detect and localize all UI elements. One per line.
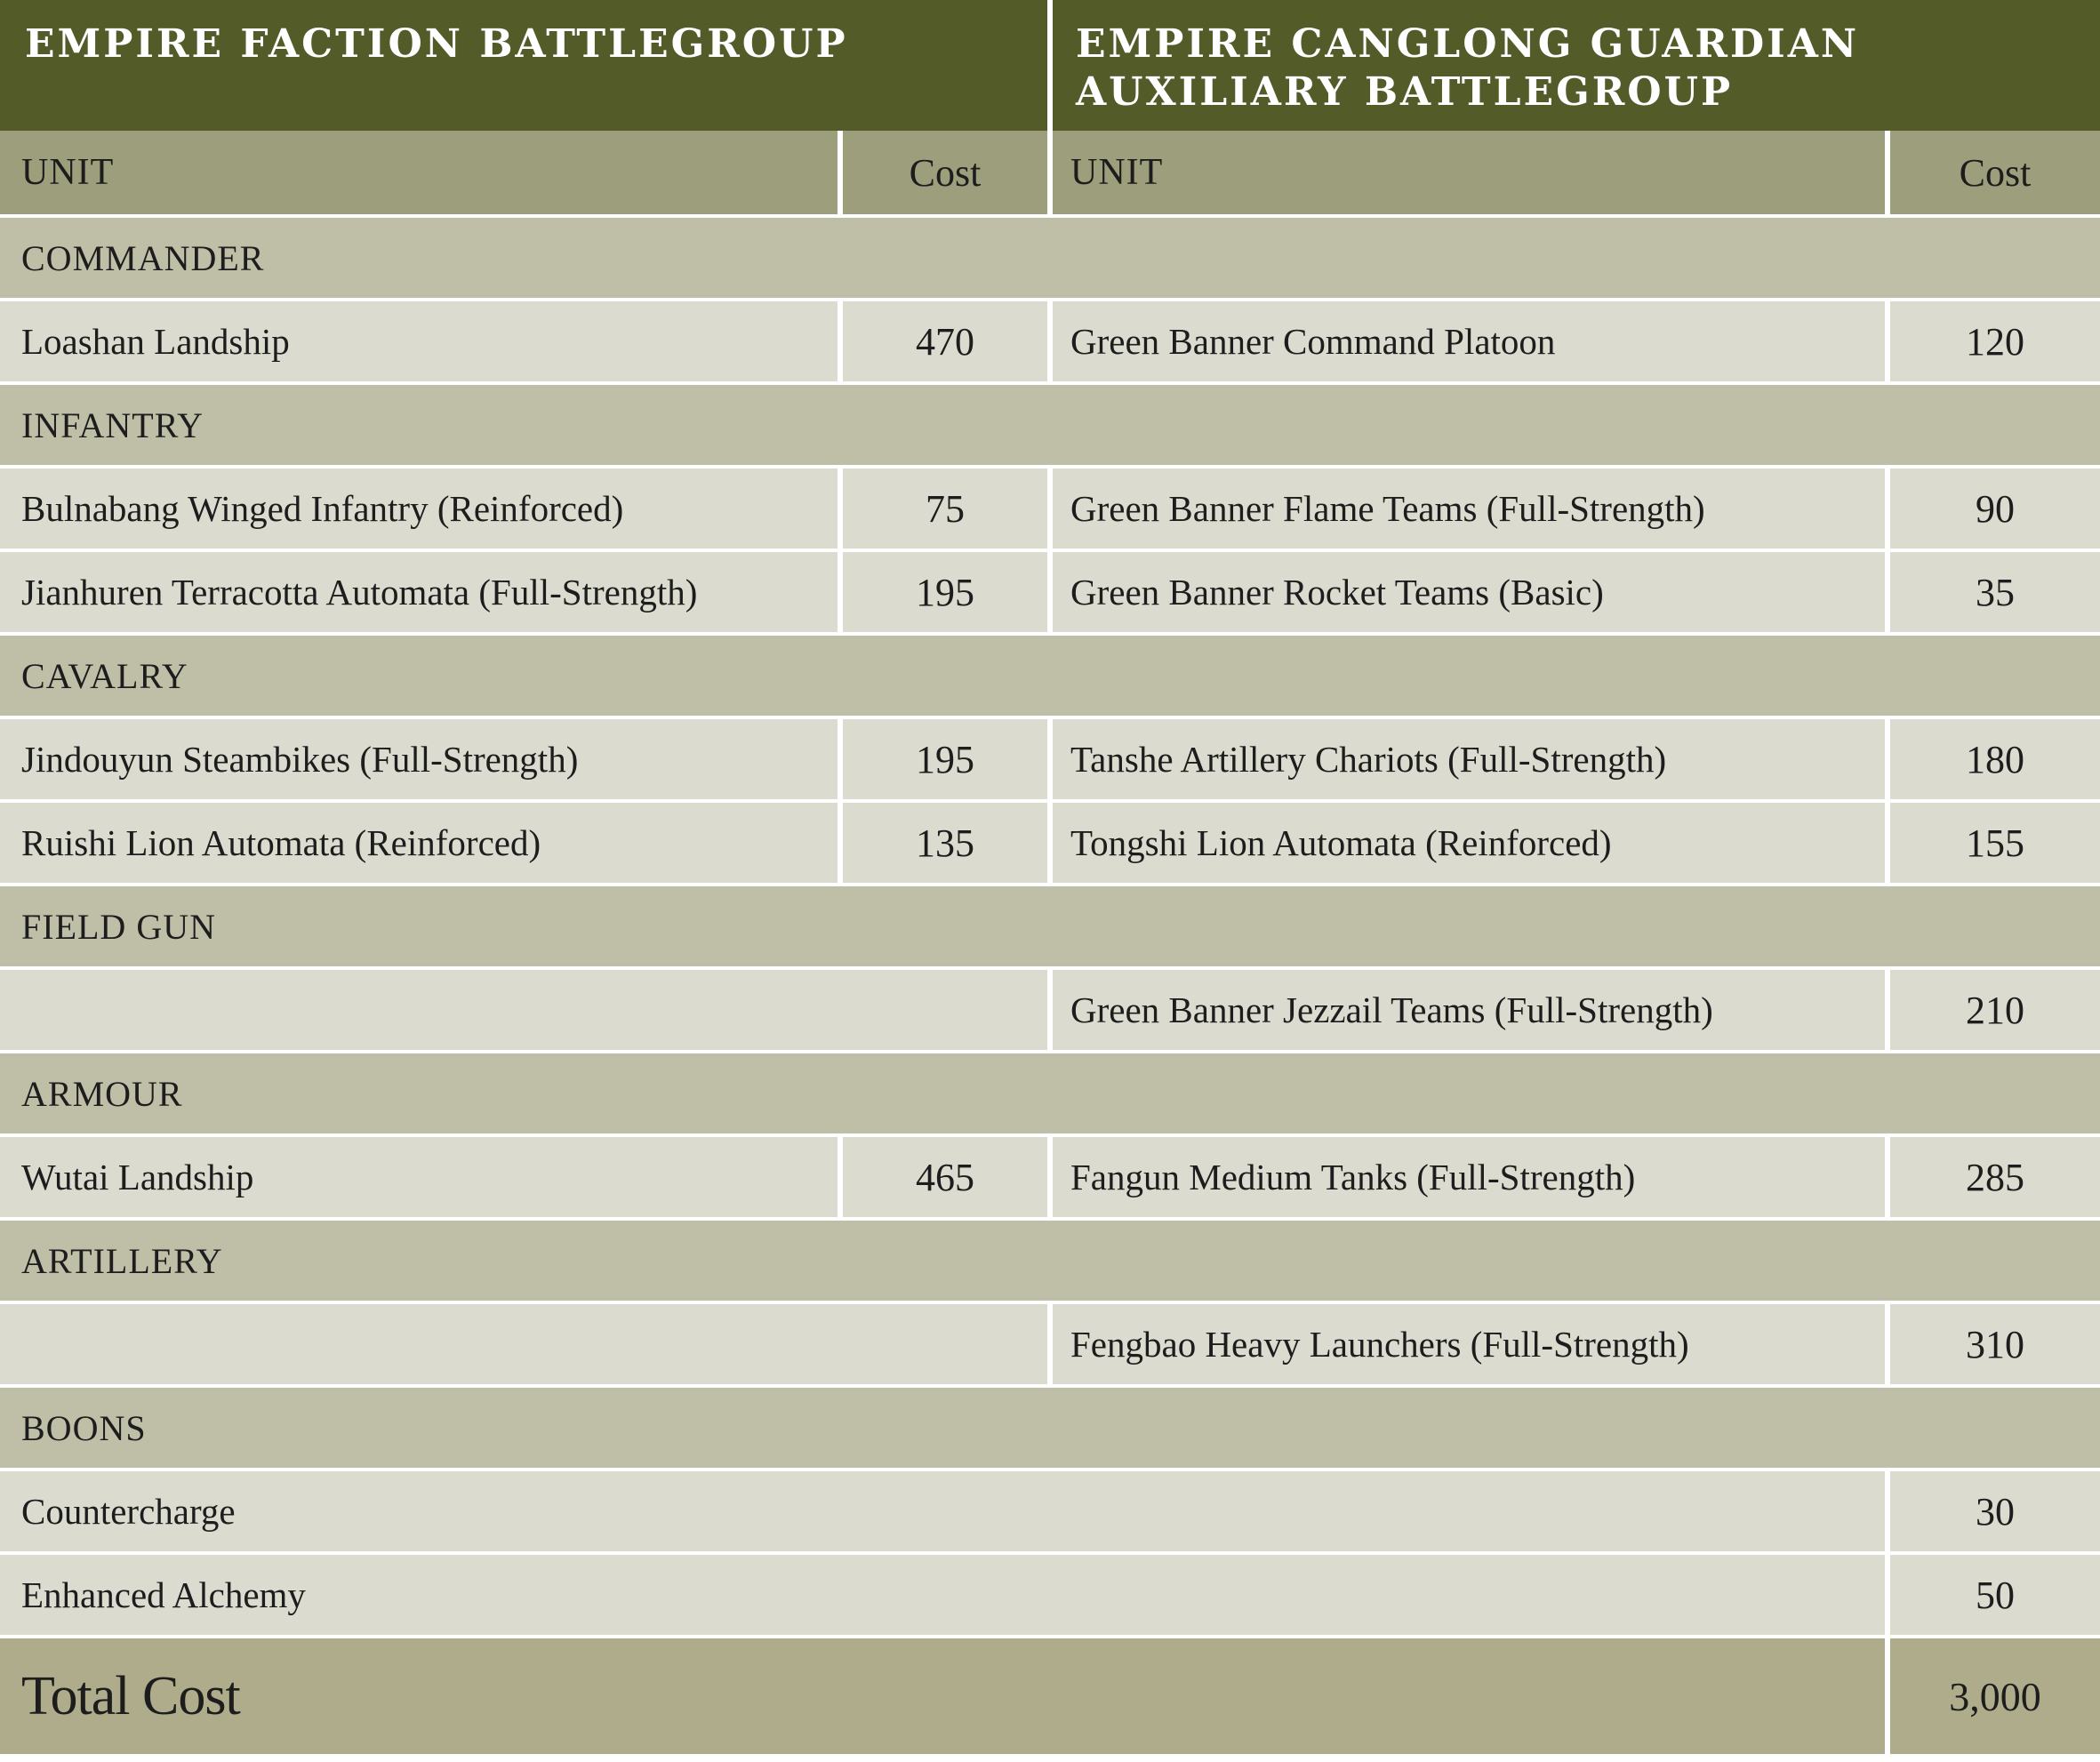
left-unit-column-header: UNIT (0, 131, 838, 214)
right-unit-name: Green Banner Command Platoon (1047, 301, 1885, 381)
right-battlegroup-title: EMPIRE CANGLONG GUARDIAN AUXILIARY BATTLEGROUP (1053, 0, 2100, 131)
right-unit-column-header: UNIT (1047, 131, 1885, 214)
category-label: BOONS (0, 1388, 2100, 1468)
table-body (0, 214, 2100, 1754)
boon-cost: 50 (1885, 1555, 2100, 1635)
boon-name: Countercharge (0, 1471, 1885, 1551)
category-row (0, 381, 2100, 465)
category-row (0, 1384, 2100, 1468)
left-unit-name: Wutai Landship (0, 1137, 838, 1217)
category-label: FIELD GUN (0, 886, 2100, 966)
left-cost-column-header: Cost (838, 131, 1047, 214)
boon-cost: 30 (1885, 1471, 2100, 1551)
table-row (0, 1301, 2100, 1384)
category-row (0, 214, 2100, 298)
right-unit-name: Tongshi Lion Automata (Reinforced) (1047, 803, 1885, 883)
table-row (0, 716, 2100, 799)
table-row (0, 799, 2100, 883)
total-row (0, 1635, 2100, 1754)
right-unit-name: Green Banner Jezzail Teams (Full-Strength) (1047, 970, 1885, 1050)
left-unit-cost: 135 (838, 803, 1047, 883)
left-unit-name: Jindouyun Steambikes (Full-Strength) (0, 719, 838, 799)
table-row (0, 465, 2100, 549)
left-unit-name: Ruishi Lion Automata (Reinforced) (0, 803, 838, 883)
boon-name: Enhanced Alchemy (0, 1555, 1885, 1635)
right-unit-cost: 90 (1885, 469, 2100, 549)
right-cost-column-header: Cost (1885, 131, 2100, 214)
left-unit-cost: 195 (838, 552, 1047, 632)
left-empty-cell (0, 970, 1047, 1050)
right-unit-cost: 35 (1885, 552, 2100, 632)
right-unit-name: Fengbao Heavy Launchers (Full-Strength) (1047, 1304, 1885, 1384)
left-unit-name: Loashan Landship (0, 301, 838, 381)
right-unit-cost: 210 (1885, 970, 2100, 1050)
right-unit-cost: 155 (1885, 803, 2100, 883)
table-row (0, 1133, 2100, 1217)
category-label: ARTILLERY (0, 1221, 2100, 1301)
right-unit-name: Fangun Medium Tanks (Full-Strength) (1047, 1137, 1885, 1217)
table-row (0, 966, 2100, 1050)
right-unit-cost: 180 (1885, 719, 2100, 799)
right-unit-cost: 120 (1885, 301, 2100, 381)
table-header (0, 0, 2100, 131)
category-label: CAVALRY (0, 636, 2100, 716)
category-row (0, 1050, 2100, 1133)
table-row (0, 549, 2100, 632)
right-unit-cost: 285 (1885, 1137, 2100, 1217)
right-unit-cost: 310 (1885, 1304, 2100, 1384)
column-header-row (0, 131, 2100, 214)
right-unit-name: Green Banner Rocket Teams (Basic) (1047, 552, 1885, 632)
total-cost-value: 3,000 (1885, 1638, 2100, 1754)
category-row (0, 1217, 2100, 1301)
left-unit-cost: 195 (838, 719, 1047, 799)
category-label: COMMANDER (0, 218, 2100, 298)
left-unit-cost: 465 (838, 1137, 1047, 1217)
left-empty-cell (0, 1304, 1047, 1384)
left-unit-name: Jianhuren Terracotta Automata (Full-Strength) (0, 552, 838, 632)
category-row (0, 632, 2100, 716)
table-row (0, 298, 2100, 381)
boon-row (0, 1551, 2100, 1635)
left-unit-name: Bulnabang Winged Infantry (Reinforced) (0, 469, 838, 549)
boon-row (0, 1468, 2100, 1551)
left-battlegroup-title: EMPIRE FACTION BATTLEGROUP (0, 0, 1047, 131)
category-row (0, 883, 2100, 966)
category-label: ARMOUR (0, 1053, 2100, 1133)
category-label: INFANTRY (0, 385, 2100, 465)
total-cost-label: Total Cost (0, 1638, 1885, 1754)
left-unit-cost: 75 (838, 469, 1047, 549)
left-unit-cost: 470 (838, 301, 1047, 381)
right-unit-name: Green Banner Flame Teams (Full-Strength) (1047, 469, 1885, 549)
right-unit-name: Tanshe Artillery Chariots (Full-Strength) (1047, 719, 1885, 799)
